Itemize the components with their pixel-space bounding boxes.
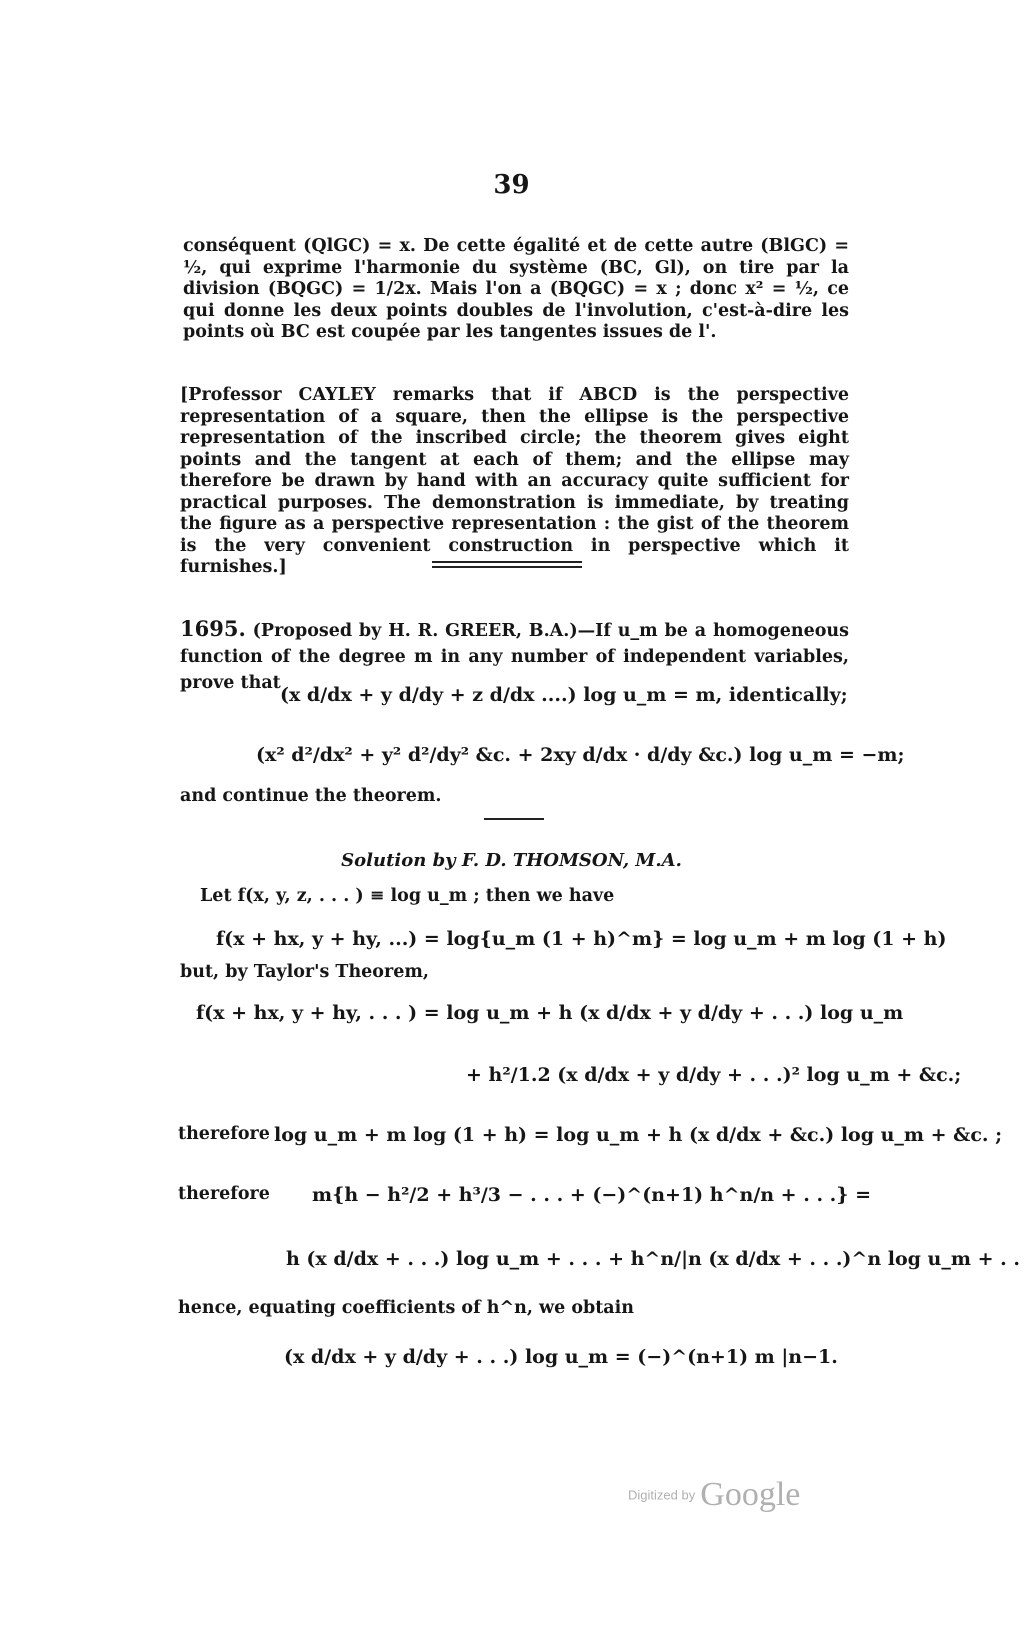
page-number: 39 — [493, 170, 530, 200]
therefore-label-1: therefore — [178, 1124, 270, 1144]
paragraph-french: conséquent (QlGC) = x. De cette égalité et de cette autre (BlGC) = ½, qui exprime l'harmonie du système (BC, Gl), on tire par la division (BQGC) = 1/2x. Mais l'on a (BQGC) = x ; donc x² = ½, ce qui donne les deux points doubles de l'involution, c'est-à-dire les points où BC est coupée par les tangentes issues de l'. — [183, 236, 849, 342]
equation-5: + h²/1.2 (x d/dx + y d/dy + . . .)² log u_m + &c.; — [466, 1064, 962, 1086]
let-line: Let f(x, y, z, . . . ) ≡ log u_m ; then we have — [200, 886, 615, 906]
therefore-label-2: therefore — [178, 1184, 270, 1204]
solution-heading: Solution by F. D. THOMSON, M.A. — [341, 850, 682, 871]
paragraph-cayley-remark: [Professor CAYLEY remarks that if ABCD is the perspective representation of a square, then the ellipse is the perspective representation of the inscribed circle; the theorem gives eight points and the tangent at each of them; and the ellipse may therefore be drawn by hand with an accuracy quite sufficient for practical purposes. The demonstration is immediate, by treating the figure as a perspective representation : the gist of the theorem is the very convenient construction in perspective which it furnishes.] — [180, 385, 849, 577]
taylor-text: but, by Taylor's Theorem, — [180, 962, 429, 982]
equation-9: (x d/dx + y d/dy + . . .) log u_m = (−)^(n+1) m |n−1. — [284, 1346, 838, 1368]
google-watermark — [628, 1476, 848, 1516]
equation-4: f(x + hx, y + hy, . . . ) = log u_m + h (x d/dx + y d/dy + . . .) log u_m — [196, 1002, 904, 1024]
watermark-brand: Google — [700, 1476, 801, 1513]
problem-text: (Proposed by H. R. GREER, B.A.)—If u_m be a homogeneous function of the degree m in any number of independent variables, prove that — [180, 621, 850, 693]
equation-1: (x d/dx + y d/dy + z d/dx ....) log u_m = m, identically; — [280, 684, 848, 706]
equation-7: m{h − h²/2 + h³/3 − . . . + (−)^(n+1) h^n/n + . . .} = — [312, 1184, 872, 1206]
equation-2: (x² d²/dx² + y² d²/dy² &c. + 2xy d/dx · d/dy &c.) log u_m = −m; — [256, 744, 905, 766]
problem-number: 1695. — [180, 616, 246, 641]
continue-text: and continue the theorem. — [180, 786, 442, 806]
equation-6: log u_m + m log (1 + h) = log u_m + h (x d/dx + &c.) log u_m + &c. ; — [274, 1124, 1003, 1146]
section-divider-2 — [432, 566, 582, 568]
equation-8: h (x d/dx + . . .) log u_m + . . . + h^n/|n (x d/dx + . . .)^n log u_m + . . — [286, 1248, 1020, 1270]
short-divider — [484, 818, 544, 820]
section-divider — [432, 561, 582, 563]
watermark-prefix: Digitized by — [628, 1487, 696, 1503]
equation-3: f(x + hx, y + hy, ...) = log{u_m (1 + h)^m} = log u_m + m log (1 + h) — [216, 928, 947, 950]
hence-text: hence, equating coefficients of h^n, we obtain — [178, 1298, 635, 1318]
